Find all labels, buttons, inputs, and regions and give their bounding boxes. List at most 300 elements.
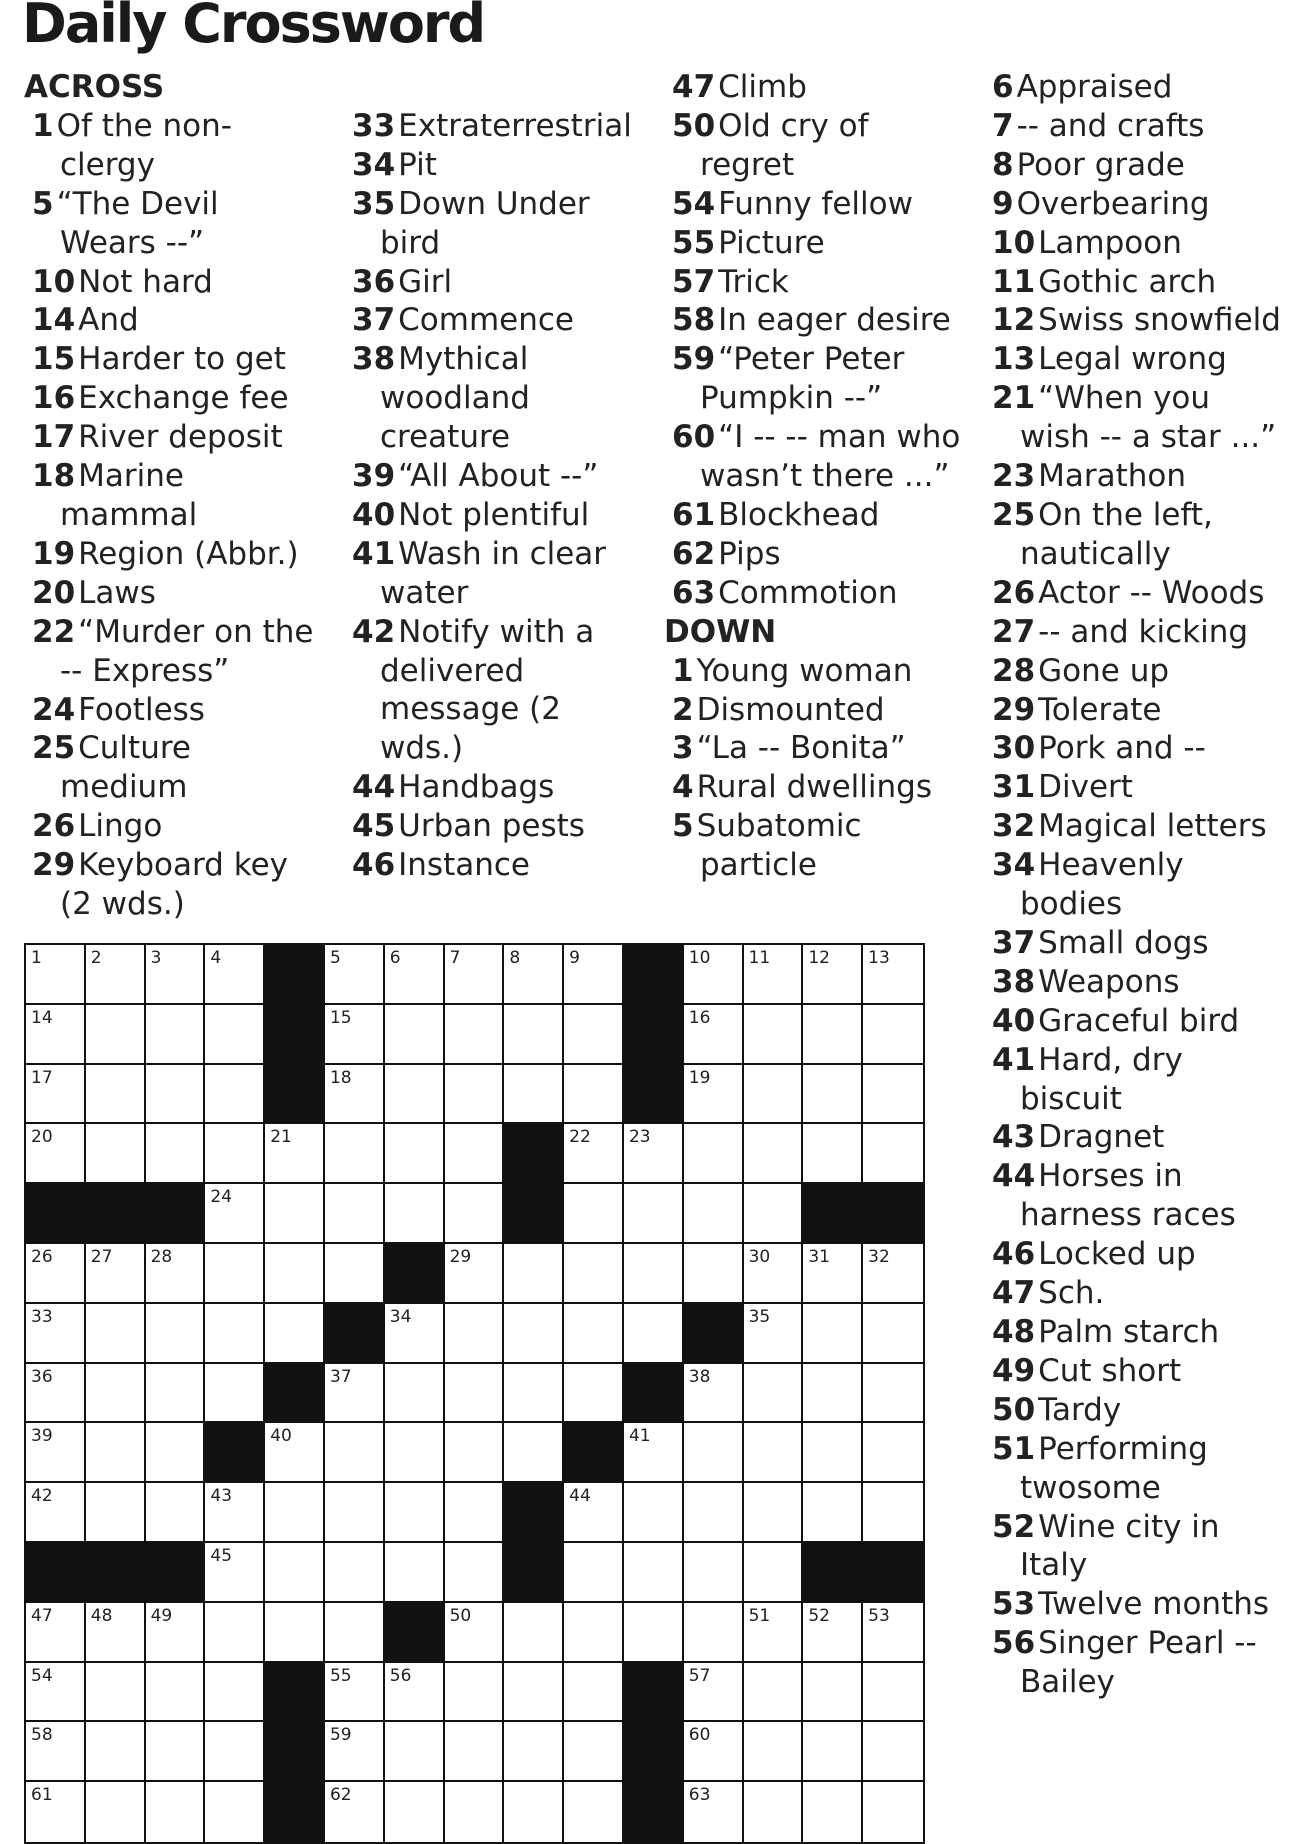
across-clue-58: 58In eager desire	[672, 302, 951, 339]
down-clue-43: 43Dragnet	[992, 1119, 1165, 1156]
grid-cell[interactable]	[385, 1065, 445, 1125]
cell-number: 10	[688, 948, 711, 968]
grid-cell[interactable]	[325, 1244, 385, 1304]
grid-cell[interactable]	[445, 1663, 505, 1723]
grid-cell[interactable]	[863, 1483, 923, 1543]
grid-cell[interactable]	[624, 1543, 684, 1603]
down-clue-10: 10Lampoon	[992, 224, 1182, 261]
grid-cell[interactable]	[325, 1124, 385, 1184]
grid-cell[interactable]	[684, 1543, 744, 1603]
grid-cell[interactable]	[146, 1722, 206, 1782]
grid-cell[interactable]	[26, 1603, 86, 1663]
grid-cell[interactable]	[445, 1722, 505, 1782]
grid-cell[interactable]	[564, 1364, 624, 1424]
grid-cell[interactable]	[265, 1483, 325, 1543]
grid-cell[interactable]	[86, 1603, 146, 1663]
grid-cell[interactable]	[564, 1244, 624, 1304]
cell-number: 26	[31, 1246, 53, 1267]
across-clue-26: 26Lingo	[32, 808, 163, 845]
grid-cell[interactable]	[564, 945, 624, 1005]
grid-cell[interactable]	[146, 1065, 206, 1125]
grid-cell[interactable]	[744, 1244, 804, 1304]
grid-cell[interactable]	[684, 1005, 744, 1065]
across-clue-63: 63Commotion	[672, 574, 898, 611]
grid-cell[interactable]	[684, 1782, 744, 1842]
grid-cell[interactable]	[385, 1184, 445, 1244]
crossword-grid	[24, 943, 925, 1844]
grid-cell[interactable]	[564, 1184, 624, 1244]
grid-cell[interactable]	[146, 1423, 206, 1483]
grid-cell[interactable]	[504, 1722, 564, 1782]
across-header: ACROSS	[24, 69, 165, 105]
grid-cell[interactable]	[624, 1184, 684, 1244]
cell-number: 29	[449, 1246, 472, 1267]
grid-cell[interactable]	[445, 1543, 505, 1603]
grid-cell[interactable]	[564, 1543, 624, 1603]
grid-cell[interactable]	[564, 1065, 624, 1125]
grid-cell[interactable]	[146, 1364, 206, 1424]
grid-cell[interactable]	[863, 1244, 923, 1304]
grid-cell[interactable]	[325, 1423, 385, 1483]
down-clue-21: 21“When you wish -- a star ...”	[992, 380, 1277, 456]
cell-number: 30	[748, 1246, 771, 1267]
grid-cell[interactable]	[744, 1065, 804, 1125]
grid-cell[interactable]	[325, 1543, 385, 1603]
grid-cell[interactable]	[445, 1244, 505, 1304]
black-square	[205, 1423, 265, 1483]
grid-cell[interactable]	[624, 1483, 684, 1543]
grid-cell[interactable]	[385, 1423, 445, 1483]
grid-cell[interactable]	[205, 1364, 265, 1424]
grid-cell[interactable]	[504, 1065, 564, 1125]
grid-cell[interactable]	[265, 1124, 325, 1184]
across-clue-34: 34Pit	[352, 146, 437, 183]
grid-cell[interactable]	[684, 1364, 744, 1424]
grid-cell[interactable]	[385, 1005, 445, 1065]
cell-number: 7	[449, 948, 461, 968]
grid-cell[interactable]	[26, 1124, 86, 1184]
grid-cell[interactable]	[385, 945, 445, 1005]
grid-cell[interactable]	[863, 1663, 923, 1723]
grid-cell[interactable]	[265, 1244, 325, 1304]
clue-column-1	[24, 68, 322, 924]
grid-cell[interactable]	[205, 1184, 265, 1244]
across-clue-5: 5“The Devil Wears --”	[32, 185, 219, 261]
black-square	[265, 1722, 325, 1782]
grid-cell[interactable]	[564, 1483, 624, 1543]
grid-cell[interactable]	[445, 1423, 505, 1483]
cell-number: 48	[90, 1605, 113, 1626]
grid-cell[interactable]	[803, 1065, 863, 1125]
grid-cell[interactable]	[803, 1603, 863, 1663]
grid-cell[interactable]	[205, 1005, 265, 1065]
down-clue-48: 48Palm starch	[992, 1314, 1220, 1350]
down-clue-41: 41Hard, dry biscuit	[992, 1041, 1183, 1117]
grid-cell[interactable]	[803, 1483, 863, 1543]
grid-cell[interactable]	[325, 1364, 385, 1424]
cell-number: 13	[868, 948, 890, 968]
black-square	[624, 945, 684, 1005]
grid-cell[interactable]	[803, 1304, 863, 1364]
down-clue-27: 27-- and kicking	[992, 613, 1249, 650]
cell-number: 63	[688, 1785, 711, 1806]
grid-cell[interactable]	[504, 1663, 564, 1723]
grid-cell[interactable]	[744, 1722, 804, 1782]
down-clue-37: 37Small dogs	[992, 924, 1209, 961]
grid-cell[interactable]	[504, 1423, 564, 1483]
grid-cell[interactable]	[564, 1304, 624, 1364]
black-square	[265, 1364, 325, 1424]
grid-cell[interactable]	[445, 945, 505, 1005]
black-square	[863, 1543, 923, 1603]
grid-cell[interactable]	[684, 1722, 744, 1782]
down-clue-9: 9Overbearing	[992, 185, 1210, 222]
grid-cell[interactable]	[146, 945, 206, 1005]
across-clue-10: 10Not hard	[32, 263, 213, 300]
across-clue-36: 36Girl	[352, 263, 453, 300]
grid-cell[interactable]	[26, 1722, 86, 1782]
cell-number: 4	[210, 948, 222, 968]
grid-cell[interactable]	[86, 1663, 146, 1723]
grid-cell[interactable]	[863, 1364, 923, 1424]
grid-cell[interactable]	[504, 1005, 564, 1065]
cell-number: 3	[150, 948, 162, 968]
cell-number: 59	[329, 1725, 352, 1746]
black-square	[624, 1782, 684, 1842]
down-clue-5: 5Subatomic particle	[672, 808, 862, 884]
down-clue-7: 7-- and crafts	[992, 107, 1205, 144]
grid-cell[interactable]	[863, 1304, 923, 1364]
across-clue-54: 54Funny fellow	[672, 185, 913, 222]
grid-cell[interactable]	[26, 1423, 86, 1483]
down-clue-32: 32Magical letters	[992, 808, 1267, 845]
grid-cell[interactable]	[803, 1782, 863, 1842]
grid-cell[interactable]	[86, 1005, 146, 1065]
grid-cell[interactable]	[624, 1603, 684, 1663]
cell-number: 57	[688, 1665, 711, 1686]
grid-cell[interactable]	[385, 1782, 445, 1842]
grid-cell[interactable]	[445, 1304, 505, 1364]
grid-cell[interactable]	[803, 945, 863, 1005]
grid-cell[interactable]	[205, 945, 265, 1005]
clue-column-2	[352, 68, 642, 885]
grid-cell[interactable]	[803, 1722, 863, 1782]
grid-cell[interactable]	[205, 1304, 265, 1364]
black-square	[265, 945, 325, 1005]
grid-cell[interactable]	[803, 1005, 863, 1065]
grid-cell[interactable]	[504, 1603, 564, 1663]
down-clue-31: 31Divert	[992, 769, 1133, 806]
grid-cell[interactable]	[744, 1543, 804, 1603]
grid-cell[interactable]	[863, 1603, 923, 1663]
grid-cell[interactable]	[445, 1005, 505, 1065]
grid-cell[interactable]	[265, 1543, 325, 1603]
cell-number: 22	[569, 1127, 591, 1148]
grid-cell[interactable]	[146, 1663, 206, 1723]
across-clue-22: 22“Murder on the -- Express”	[32, 613, 314, 689]
grid-cell[interactable]	[504, 1782, 564, 1842]
grid-cell[interactable]	[265, 1184, 325, 1244]
grid-cell[interactable]	[863, 1782, 923, 1842]
grid-cell[interactable]	[205, 1065, 265, 1125]
grid-cell[interactable]	[86, 1782, 146, 1842]
down-clue-56: 56Singer Pearl -- Bailey	[992, 1625, 1257, 1701]
grid-cell[interactable]	[86, 945, 146, 1005]
down-clue-50: 50Tardy	[992, 1391, 1122, 1428]
grid-cell[interactable]	[26, 1065, 86, 1125]
black-square	[265, 1782, 325, 1842]
grid-cell[interactable]	[86, 1483, 146, 1543]
cell-number: 21	[270, 1127, 292, 1148]
cell-number: 34	[389, 1306, 412, 1327]
grid-cell[interactable]	[684, 1184, 744, 1244]
grid-cell[interactable]	[26, 1782, 86, 1842]
grid-cell[interactable]	[504, 945, 564, 1005]
grid-cell[interactable]	[26, 1005, 86, 1065]
grid-cell[interactable]	[684, 1065, 744, 1125]
grid-cell[interactable]	[385, 1722, 445, 1782]
cell-number: 53	[868, 1605, 890, 1626]
grid-cell[interactable]	[863, 945, 923, 1005]
grid-cell[interactable]	[265, 1304, 325, 1364]
grid-cell[interactable]	[26, 1304, 86, 1364]
grid-cell[interactable]	[445, 1603, 505, 1663]
grid-cell[interactable]	[445, 1782, 505, 1842]
grid-cell[interactable]	[504, 1304, 564, 1364]
grid-cell[interactable]	[86, 1423, 146, 1483]
down-clue-13: 13Legal wrong	[992, 341, 1227, 378]
grid-cell[interactable]	[146, 1603, 206, 1663]
grid-cell[interactable]	[744, 1423, 804, 1483]
grid-cell[interactable]	[803, 1663, 863, 1723]
down-clue-49: 49Cut short	[992, 1352, 1182, 1389]
grid-cell[interactable]	[744, 1782, 804, 1842]
grid-cell[interactable]	[624, 1304, 684, 1364]
cell-number: 55	[329, 1665, 352, 1686]
down-clue-28: 28Gone up	[992, 652, 1170, 689]
grid-cell[interactable]	[146, 1304, 206, 1364]
grid-cell[interactable]	[146, 1483, 206, 1543]
cell-number: 1	[31, 948, 42, 968]
grid-cell[interactable]	[26, 1483, 86, 1543]
across-clue-19: 19Region (Abbr.)	[32, 535, 299, 572]
black-square	[86, 1543, 146, 1603]
grid-cell[interactable]	[684, 1244, 744, 1304]
down-clue-47: 47Sch.	[992, 1275, 1105, 1312]
grid-cell[interactable]	[325, 1663, 385, 1723]
grid-cell[interactable]	[86, 1722, 146, 1782]
grid-cell[interactable]	[86, 1304, 146, 1364]
grid-cell[interactable]	[205, 1244, 265, 1304]
cell-number: 24	[210, 1187, 233, 1208]
grid-cell[interactable]	[325, 1722, 385, 1782]
black-square	[624, 1364, 684, 1424]
grid-cell[interactable]	[744, 1364, 804, 1424]
grid-cell[interactable]	[86, 1364, 146, 1424]
grid-cell[interactable]	[205, 1543, 265, 1603]
grid-cell[interactable]	[325, 1065, 385, 1125]
across-clue-16: 16Exchange fee	[32, 380, 289, 417]
grid-cell[interactable]	[325, 1603, 385, 1663]
black-square	[26, 1184, 86, 1244]
grid-cell[interactable]	[624, 1244, 684, 1304]
across-clue-42: 42Notify with a delivered message (2 wds.)	[352, 613, 595, 767]
grid-cell[interactable]	[325, 1483, 385, 1543]
grid-cell[interactable]	[863, 1423, 923, 1483]
grid-cell[interactable]	[684, 1603, 744, 1663]
across-clue-60: 60“I -- -- man who wasn’t there ...”	[672, 419, 961, 495]
cell-number: 17	[31, 1067, 53, 1088]
across-clue-50: 50Old cry of regret	[672, 107, 869, 183]
grid-cell[interactable]	[265, 1423, 325, 1483]
cell-number: 47	[31, 1605, 53, 1626]
grid-cell[interactable]	[863, 1124, 923, 1184]
grid-cell[interactable]	[744, 1005, 804, 1065]
across-clue-39: 39“All About --”	[352, 458, 599, 495]
grid-cell[interactable]	[146, 1005, 206, 1065]
grid-cell[interactable]	[86, 1065, 146, 1125]
grid-cell[interactable]	[564, 1782, 624, 1842]
cell-number: 32	[868, 1246, 890, 1267]
across-clue-24: 24Footless	[32, 691, 205, 728]
black-square	[146, 1543, 206, 1603]
grid-cell[interactable]	[205, 1483, 265, 1543]
grid-cell[interactable]	[205, 1603, 265, 1663]
grid-cell[interactable]	[265, 1603, 325, 1663]
down-clue-51: 51Performing twosome	[992, 1430, 1208, 1506]
black-square	[265, 1663, 325, 1723]
grid-cell[interactable]	[26, 1244, 86, 1304]
cell-number: 37	[329, 1366, 352, 1387]
across-clue-17: 17River deposit	[32, 419, 283, 456]
cell-number: 11	[748, 948, 771, 968]
grid-cell[interactable]	[803, 1364, 863, 1424]
cell-number: 20	[31, 1127, 53, 1148]
black-square	[146, 1184, 206, 1244]
grid-cell[interactable]	[803, 1423, 863, 1483]
grid-cell[interactable]	[684, 1124, 744, 1184]
grid-cell[interactable]	[325, 1005, 385, 1065]
grid-cell[interactable]	[744, 1124, 804, 1184]
cell-number: 43	[210, 1486, 233, 1507]
black-square	[385, 1244, 445, 1304]
grid-cell[interactable]	[445, 1124, 505, 1184]
grid-cell[interactable]	[744, 1304, 804, 1364]
black-square	[504, 1543, 564, 1603]
grid-cell[interactable]	[803, 1124, 863, 1184]
cell-number: 58	[31, 1725, 53, 1746]
grid-cell[interactable]	[325, 1184, 385, 1244]
grid-cell[interactable]	[26, 1663, 86, 1723]
grid-cell[interactable]	[684, 1663, 744, 1723]
cell-number: 50	[449, 1605, 472, 1626]
cell-number: 9	[569, 948, 580, 968]
grid-cell[interactable]	[624, 1423, 684, 1483]
cell-number: 2	[90, 948, 102, 968]
across-clue-41: 41Wash in clear water	[352, 535, 607, 611]
grid-cell[interactable]	[26, 945, 86, 1005]
grid-cell[interactable]	[86, 1124, 146, 1184]
grid-cell[interactable]	[803, 1244, 863, 1304]
cell-number: 51	[748, 1605, 771, 1626]
puzzle-title: Daily Crossword	[22, 0, 485, 55]
grid-cell[interactable]	[744, 1184, 804, 1244]
grid-cell[interactable]	[205, 1124, 265, 1184]
down-clue-52: 52Wine city in Italy	[992, 1508, 1220, 1584]
cell-number: 12	[808, 948, 830, 968]
grid-cell[interactable]	[86, 1244, 146, 1304]
grid-cell[interactable]	[445, 1483, 505, 1543]
grid-cell[interactable]	[504, 1244, 564, 1304]
cell-number: 41	[628, 1426, 651, 1447]
grid-cell[interactable]	[445, 1184, 505, 1244]
across-clue-18: 18Marine mammal	[32, 458, 198, 533]
grid-cell[interactable]	[744, 1663, 804, 1723]
grid-cell[interactable]	[863, 1722, 923, 1782]
black-square	[803, 1184, 863, 1244]
down-header: DOWN	[664, 613, 777, 650]
grid-cell[interactable]	[445, 1065, 505, 1125]
grid-cell[interactable]	[325, 1782, 385, 1842]
grid-cell[interactable]	[564, 1124, 624, 1184]
grid-cell[interactable]	[564, 1722, 624, 1782]
grid-cell[interactable]	[564, 1603, 624, 1663]
down-clue-26: 26Actor -- Woods	[992, 574, 1265, 611]
grid-cell[interactable]	[146, 1244, 206, 1304]
grid-cell[interactable]	[445, 1364, 505, 1424]
grid-cell[interactable]	[744, 1603, 804, 1663]
grid-cell[interactable]	[684, 1483, 744, 1543]
grid-cell[interactable]	[385, 1663, 445, 1723]
cell-number: 44	[569, 1486, 591, 1507]
grid-cell[interactable]	[146, 1124, 206, 1184]
grid-cell[interactable]	[385, 1304, 445, 1364]
clue-column-3	[664, 68, 962, 885]
grid-cell[interactable]	[385, 1364, 445, 1424]
grid-cell[interactable]	[205, 1782, 265, 1842]
black-square	[863, 1184, 923, 1244]
grid-cell[interactable]	[564, 1663, 624, 1723]
cell-number: 5	[329, 948, 341, 968]
grid-cell[interactable]	[744, 945, 804, 1005]
grid-cell[interactable]	[684, 945, 744, 1005]
black-square	[624, 1005, 684, 1065]
cell-number: 14	[31, 1007, 53, 1028]
grid-cell[interactable]	[624, 1124, 684, 1184]
grid-cell[interactable]	[385, 1483, 445, 1543]
grid-cell[interactable]	[504, 1364, 564, 1424]
grid-cell[interactable]	[744, 1483, 804, 1543]
cell-number: 35	[748, 1306, 771, 1327]
grid-cell[interactable]	[564, 1005, 624, 1065]
down-clue-2: 2Dismounted	[672, 691, 885, 728]
across-clue-15: 15Harder to get	[32, 341, 286, 378]
grid-cell[interactable]	[863, 1065, 923, 1125]
grid-cell[interactable]	[146, 1782, 206, 1842]
grid-cell[interactable]	[325, 945, 385, 1005]
grid-cell[interactable]	[26, 1364, 86, 1424]
down-clue-53: 53Twelve months	[992, 1586, 1270, 1623]
grid-cell[interactable]	[863, 1005, 923, 1065]
grid-cell[interactable]	[205, 1663, 265, 1723]
cell-number: 16	[688, 1007, 711, 1028]
grid-cell[interactable]	[385, 1124, 445, 1184]
down-clue-4: 4Rural dwellings	[672, 769, 932, 806]
grid-cell[interactable]	[205, 1722, 265, 1782]
grid-cell[interactable]	[385, 1543, 445, 1603]
grid-cell[interactable]	[684, 1423, 744, 1483]
across-clue-14: 14And	[32, 302, 139, 339]
